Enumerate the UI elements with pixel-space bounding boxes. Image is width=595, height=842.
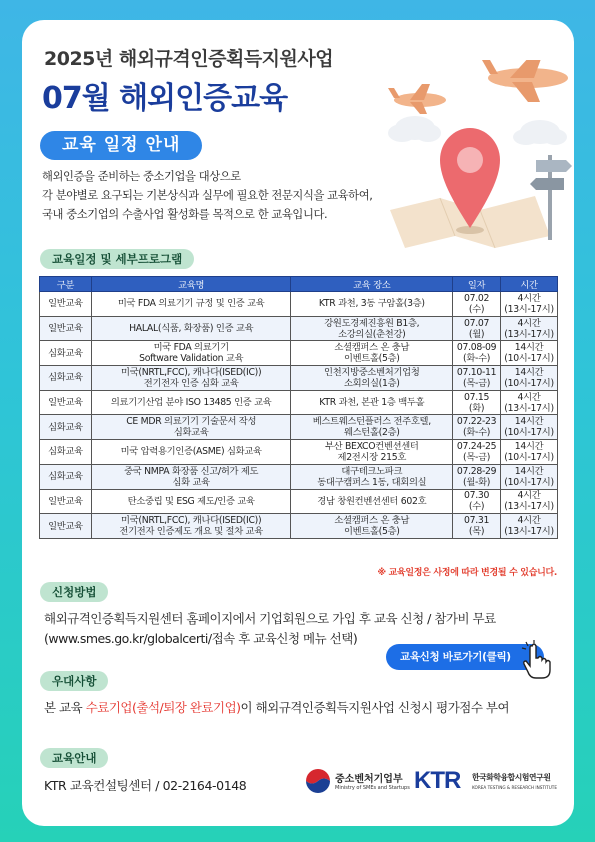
section-title-apply: 신청방법 xyxy=(40,582,108,602)
cell-line: KTR 과천, 3동 구암홀(3층) xyxy=(318,298,425,310)
cell-line: 전기전자 인증 심화 교육 xyxy=(143,377,239,389)
schedule-table xyxy=(39,276,558,539)
cell-line: 07.02 xyxy=(464,292,490,304)
cell-line: (화-수) xyxy=(463,427,491,439)
cell-line: (화-수) xyxy=(463,353,491,365)
mss-logo-sub: Ministry of SMEs and Startups xyxy=(335,785,410,791)
cell-line: 14시간 xyxy=(514,342,544,354)
table-cell-name xyxy=(91,514,291,539)
cell-line: 미국 FDA 의료기기 규정 및 인증 교육 xyxy=(117,298,265,310)
table-cell-name xyxy=(91,292,291,317)
cell-line: 4시간 xyxy=(517,317,541,329)
year-title: 2025년 해외규격인증획득지원사업 xyxy=(44,48,334,70)
table-cell-place xyxy=(291,514,453,539)
section-title-benefit: 우대사항 xyxy=(40,671,108,691)
intro-text xyxy=(42,167,372,224)
table-cell-type: 심화교육 xyxy=(40,440,92,465)
cell-line: 4시간 xyxy=(517,515,541,527)
apply-text: 해외규격인증획득지원센터 홈페이지에서 기업회원으로 가입 후 교육 신청 / 참가비 무료 xyxy=(44,611,496,626)
cell-line: 14시간 xyxy=(514,465,544,477)
cell-line: 07.10-11 xyxy=(456,366,497,378)
intro-line: 국내 중소기업의 수출사업 활성화를 목적으로 한 교육입니다. xyxy=(42,208,328,221)
cell-line: 중국 NMPA 화장품 신고/허가 제도 xyxy=(124,465,259,477)
cell-line: 웨스턴홀(2층) xyxy=(343,427,400,439)
cell-line: CE MDR 의료기기 기술문서 작성 xyxy=(126,416,257,428)
cell-line: 14시간 xyxy=(514,366,544,378)
cell-line: 강원도경제진흥원 B1층, xyxy=(324,317,420,329)
cell-line: 미국 FDA 의료기기 xyxy=(153,342,229,354)
table-row xyxy=(40,440,558,465)
table-cell-type: 심화교육 xyxy=(40,415,92,440)
cell-line: 07.31 xyxy=(464,515,490,527)
table-cell-name xyxy=(91,390,291,415)
apply-url-link[interactable]: (www.smes.go.kr/globalcerti xyxy=(44,631,208,646)
table-cell-time xyxy=(501,316,558,341)
cell-line: 07.08-09 xyxy=(456,342,497,354)
cell-line: 베스트웨스턴플러스 전주호텔, xyxy=(312,416,431,428)
column-header: 구분 xyxy=(40,277,92,292)
cell-line: 미국 압력용기인증(ASME) 심화교육 xyxy=(120,446,262,458)
table-cell-type: 일반교육 xyxy=(40,292,92,317)
cell-line: 이벤트홀(5층) xyxy=(343,526,400,538)
table-cell-date xyxy=(453,316,501,341)
cell-line: (10시-17시) xyxy=(504,377,554,389)
apply-url-suffix: 접속 후 교육신청 메뉴 선택) xyxy=(211,631,358,646)
cell-line: (13시-17시) xyxy=(504,526,554,538)
cell-line: 07.07 xyxy=(464,317,490,329)
cell-line: HALAL(식품, 화장품) 인증 교육 xyxy=(129,323,254,335)
table-cell-type: 심화교육 xyxy=(40,464,92,489)
ktr-logo-sub: KOREA TESTING & RESEARCH INSTITUTE xyxy=(472,785,557,790)
apply-url-line: (www.smes.go.kr/globalcerti/접속 후 교육신청 메뉴 선택) xyxy=(44,631,358,646)
table-cell-place xyxy=(291,489,453,514)
table-cell-time xyxy=(501,464,558,489)
cloud-icon xyxy=(388,116,441,142)
table-cell-place xyxy=(291,316,453,341)
cell-line: 14시간 xyxy=(514,416,544,428)
mss-logo-name: 중소벤처기업부 xyxy=(335,774,403,785)
cell-line: (13시-17시) xyxy=(504,402,554,414)
table-cell-name xyxy=(91,341,291,366)
cell-line: 07.28-29 xyxy=(456,465,497,477)
cell-line: Software Validation 교육 xyxy=(139,353,244,365)
table-cell-date xyxy=(453,464,501,489)
cell-line: (13시-17시) xyxy=(504,328,554,340)
table-header-row xyxy=(40,277,558,292)
table-cell-place xyxy=(291,292,453,317)
table-cell-name xyxy=(91,366,291,391)
table-row xyxy=(40,464,558,489)
section-title-program: 교육일정 및 세부프로그램 xyxy=(40,249,194,269)
table-cell-type: 일반교육 xyxy=(40,489,92,514)
benefit-suffix: 이 해외규격인증획득지원사업 신청시 평가점수 부여 xyxy=(240,700,510,715)
cell-line: (목) xyxy=(468,526,485,538)
cell-line: (10시-17시) xyxy=(504,427,554,439)
cell-line: (수) xyxy=(468,501,485,513)
cell-line: 14시간 xyxy=(514,440,544,452)
cell-line: (목-금) xyxy=(463,377,491,389)
table-cell-time xyxy=(501,292,558,317)
table-cell-time xyxy=(501,390,558,415)
contact-text: KTR 교육컨설팅센터 / 02-2164-0148 xyxy=(44,778,247,793)
cell-line: 동대구캠퍼스 1동, 대회의실 xyxy=(317,476,427,488)
table-cell-name xyxy=(91,415,291,440)
apply-shortcut-button[interactable]: 교육신청 바로가기(클릭) xyxy=(386,644,544,670)
table-cell-name xyxy=(91,316,291,341)
cell-line: 이벤트홀(5층) xyxy=(343,353,400,365)
cell-line: (화) xyxy=(468,402,485,414)
cell-line: 07.30 xyxy=(464,490,490,502)
cell-line: (10시-17시) xyxy=(504,476,554,488)
table-cell-type: 일반교육 xyxy=(40,390,92,415)
cell-line: 4시간 xyxy=(517,490,541,502)
cell-line: 전기전자 인증제도 개요 및 절차 교육 xyxy=(119,526,263,538)
table-cell-name xyxy=(91,464,291,489)
airplane-icon xyxy=(388,84,446,114)
column-header: 교육명 xyxy=(91,277,291,292)
table-cell-date xyxy=(453,415,501,440)
table-cell-date xyxy=(453,341,501,366)
cell-line: 미국(NRTL,FCC), 캐나다(ISED(IC)) xyxy=(121,366,262,378)
cell-line: (13시-17시) xyxy=(504,501,554,513)
cell-line: (10시-17시) xyxy=(504,451,554,463)
cell-line: (월) xyxy=(468,328,485,340)
cell-line: (목-금) xyxy=(463,451,491,463)
table-cell-date xyxy=(453,514,501,539)
cell-line: 07.22-23 xyxy=(456,416,497,428)
table-cell-place xyxy=(291,390,453,415)
cell-line: 부산 BEXCO컨벤션센터 xyxy=(324,440,419,452)
cell-line: 대구테크노파크 xyxy=(341,465,403,477)
cell-line: (13시-17시) xyxy=(504,303,554,315)
cell-line: 07.24-25 xyxy=(456,440,497,452)
pointer-hand-icon xyxy=(520,640,554,680)
table-cell-time xyxy=(501,366,558,391)
ktr-logo-name: 한국화학융합시험연구원 xyxy=(472,773,551,782)
table-cell-time xyxy=(501,440,558,465)
table-cell-name xyxy=(91,489,291,514)
table-cell-type: 심화교육 xyxy=(40,366,92,391)
cell-line: (10시-17시) xyxy=(504,353,554,365)
cell-line: 인천지방중소벤처기업청 xyxy=(324,366,420,378)
cell-line: 경남 창원컨벤션센터 602호 xyxy=(317,495,427,507)
table-cell-time xyxy=(501,514,558,539)
benefit-highlight: 수료기업(출석/퇴장 완료기업) xyxy=(85,700,241,715)
table-row xyxy=(40,316,558,341)
table-cell-date xyxy=(453,489,501,514)
table-row xyxy=(40,292,558,317)
table-cell-date xyxy=(453,292,501,317)
column-header: 교육 장소 xyxy=(291,277,453,292)
intro-line: 해외인증을 준비하는 중소기업을 대상으로 xyxy=(42,170,241,183)
government-emblem-icon xyxy=(305,768,331,794)
table-row xyxy=(40,514,558,539)
table-cell-name xyxy=(91,440,291,465)
benefit-prefix: 본 교육 xyxy=(44,700,86,715)
table-cell-type: 심화교육 xyxy=(40,341,92,366)
cell-line: 소셜캠퍼스 온 충남 xyxy=(334,342,410,354)
cell-line: 탄소중립 및 ESG 제도/인증 교육 xyxy=(127,495,255,507)
cell-line: 심화교육 xyxy=(173,427,209,439)
cell-line: 소강의실(춘천강) xyxy=(338,328,406,340)
table-cell-place xyxy=(291,341,453,366)
table-row xyxy=(40,489,558,514)
table-cell-place xyxy=(291,464,453,489)
table-cell-time xyxy=(501,489,558,514)
cell-line: (수) xyxy=(468,303,485,315)
cell-line: 심화 교육 xyxy=(172,476,210,488)
benefit-text xyxy=(44,698,509,716)
table-row xyxy=(40,341,558,366)
travel-illustration xyxy=(360,60,575,250)
table-cell-date xyxy=(453,440,501,465)
cell-line: 07.15 xyxy=(464,391,490,403)
ktr-logo: KTR xyxy=(414,767,461,794)
table-cell-type: 일반교육 xyxy=(40,514,92,539)
table-row xyxy=(40,415,558,440)
table-cell-date xyxy=(453,390,501,415)
table-row xyxy=(40,390,558,415)
cell-line: 의료기기산업 분야 ISO 13485 인증 교육 xyxy=(110,397,272,409)
cell-line: 소회의실(1층) xyxy=(343,377,400,389)
intro-line: 각 분야별로 요구되는 기본상식과 실무에 필요한 전문지식을 교육하여, xyxy=(42,189,373,202)
cell-line: (월-화) xyxy=(463,476,491,488)
table-row xyxy=(40,366,558,391)
schedule-note: ※ 교육일정은 사정에 따라 변경될 수 있습니다. xyxy=(377,568,557,578)
section-title-contact: 교육안내 xyxy=(40,748,108,768)
table-cell-type: 일반교육 xyxy=(40,316,92,341)
cell-line: 4시간 xyxy=(517,391,541,403)
column-header: 시간 xyxy=(501,277,558,292)
table-cell-place xyxy=(291,440,453,465)
table-cell-time xyxy=(501,415,558,440)
airplane-icon xyxy=(482,60,568,102)
cell-line: 미국(NRTL,FCC), 캐나다(ISED(IC)) xyxy=(121,515,262,527)
table-cell-place xyxy=(291,366,453,391)
section-title-schedule: 교육 일정 안내 xyxy=(40,131,202,160)
cell-line: 제2전시장 215호 xyxy=(337,451,407,463)
page-title: 07월 해외인증교육 xyxy=(42,81,288,116)
cell-line: 소셜캠퍼스 온 충남 xyxy=(334,515,410,527)
table-cell-time xyxy=(501,341,558,366)
cell-line: 4시간 xyxy=(517,292,541,304)
cell-line: KTR 과천, 본관 1층 백두홀 xyxy=(319,397,425,409)
table-cell-date xyxy=(453,366,501,391)
column-header: 일자 xyxy=(453,277,501,292)
table-cell-place xyxy=(291,415,453,440)
